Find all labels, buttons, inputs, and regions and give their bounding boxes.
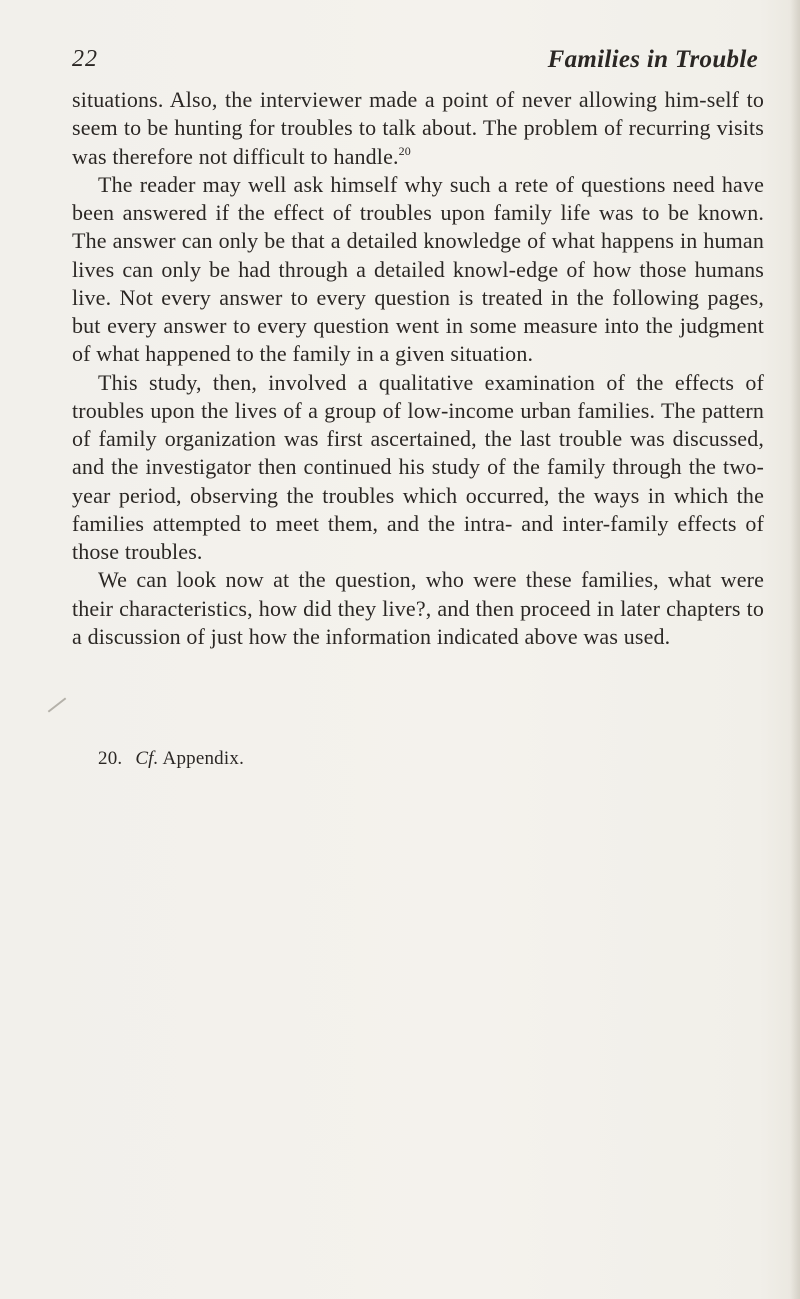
footnote-text: Appendix. [162,748,245,769]
footnote-cf: Cf. [135,748,159,769]
running-head [72,46,762,80]
paragraph-4: We can look now at the question, who were these families, what were their characteristics, how did they live?, and then proceed in later chapters to a discussion of just how the information indicated above was used. [72,567,764,649]
book-title: Families in Trouble [547,46,758,73]
body-text [72,86,764,651]
paragraph-2: The reader may well ask himself why such a rete of questions need have been answered if the effect of troubles upon family life was to be known. The answer can only be that a detailed knowledge of what happens in human lives can only be had through a detailed knowl-edge of how those humans live. Not every answer to every question is treated in the following pages, but every answer to every question went in some measure into the judgment of what happened to the family in a given situation. [72,171,764,367]
footnote-number: 20. [98,748,123,769]
pencil-mark [48,697,67,712]
paragraph-3: This study, then, involved a qualitative examination of the effects of troubles upon the lives of a group of low-income urban families. The pattern of family organization was first ascertained, the last trouble was discussed, and the investigator then continued his study of the family through the two-year period, observing the troubles which occurred, the ways in which the families attempted to meet them, and the intra- and inter-family effects of those troubles. [72,369,764,564]
footnote-reference: 20 [398,143,411,158]
page-number: 22 [72,46,98,72]
paragraph-1-text: situations. Also, the interviewer made a point of never allowing him-self to seem to be hunting for troubles to talk about. The problem of recurring visits was therefore not difficult to handle. [72,87,764,169]
page-edge-shadow [790,0,800,1299]
footnote [98,748,244,770]
paragraph-1 [72,86,764,171]
